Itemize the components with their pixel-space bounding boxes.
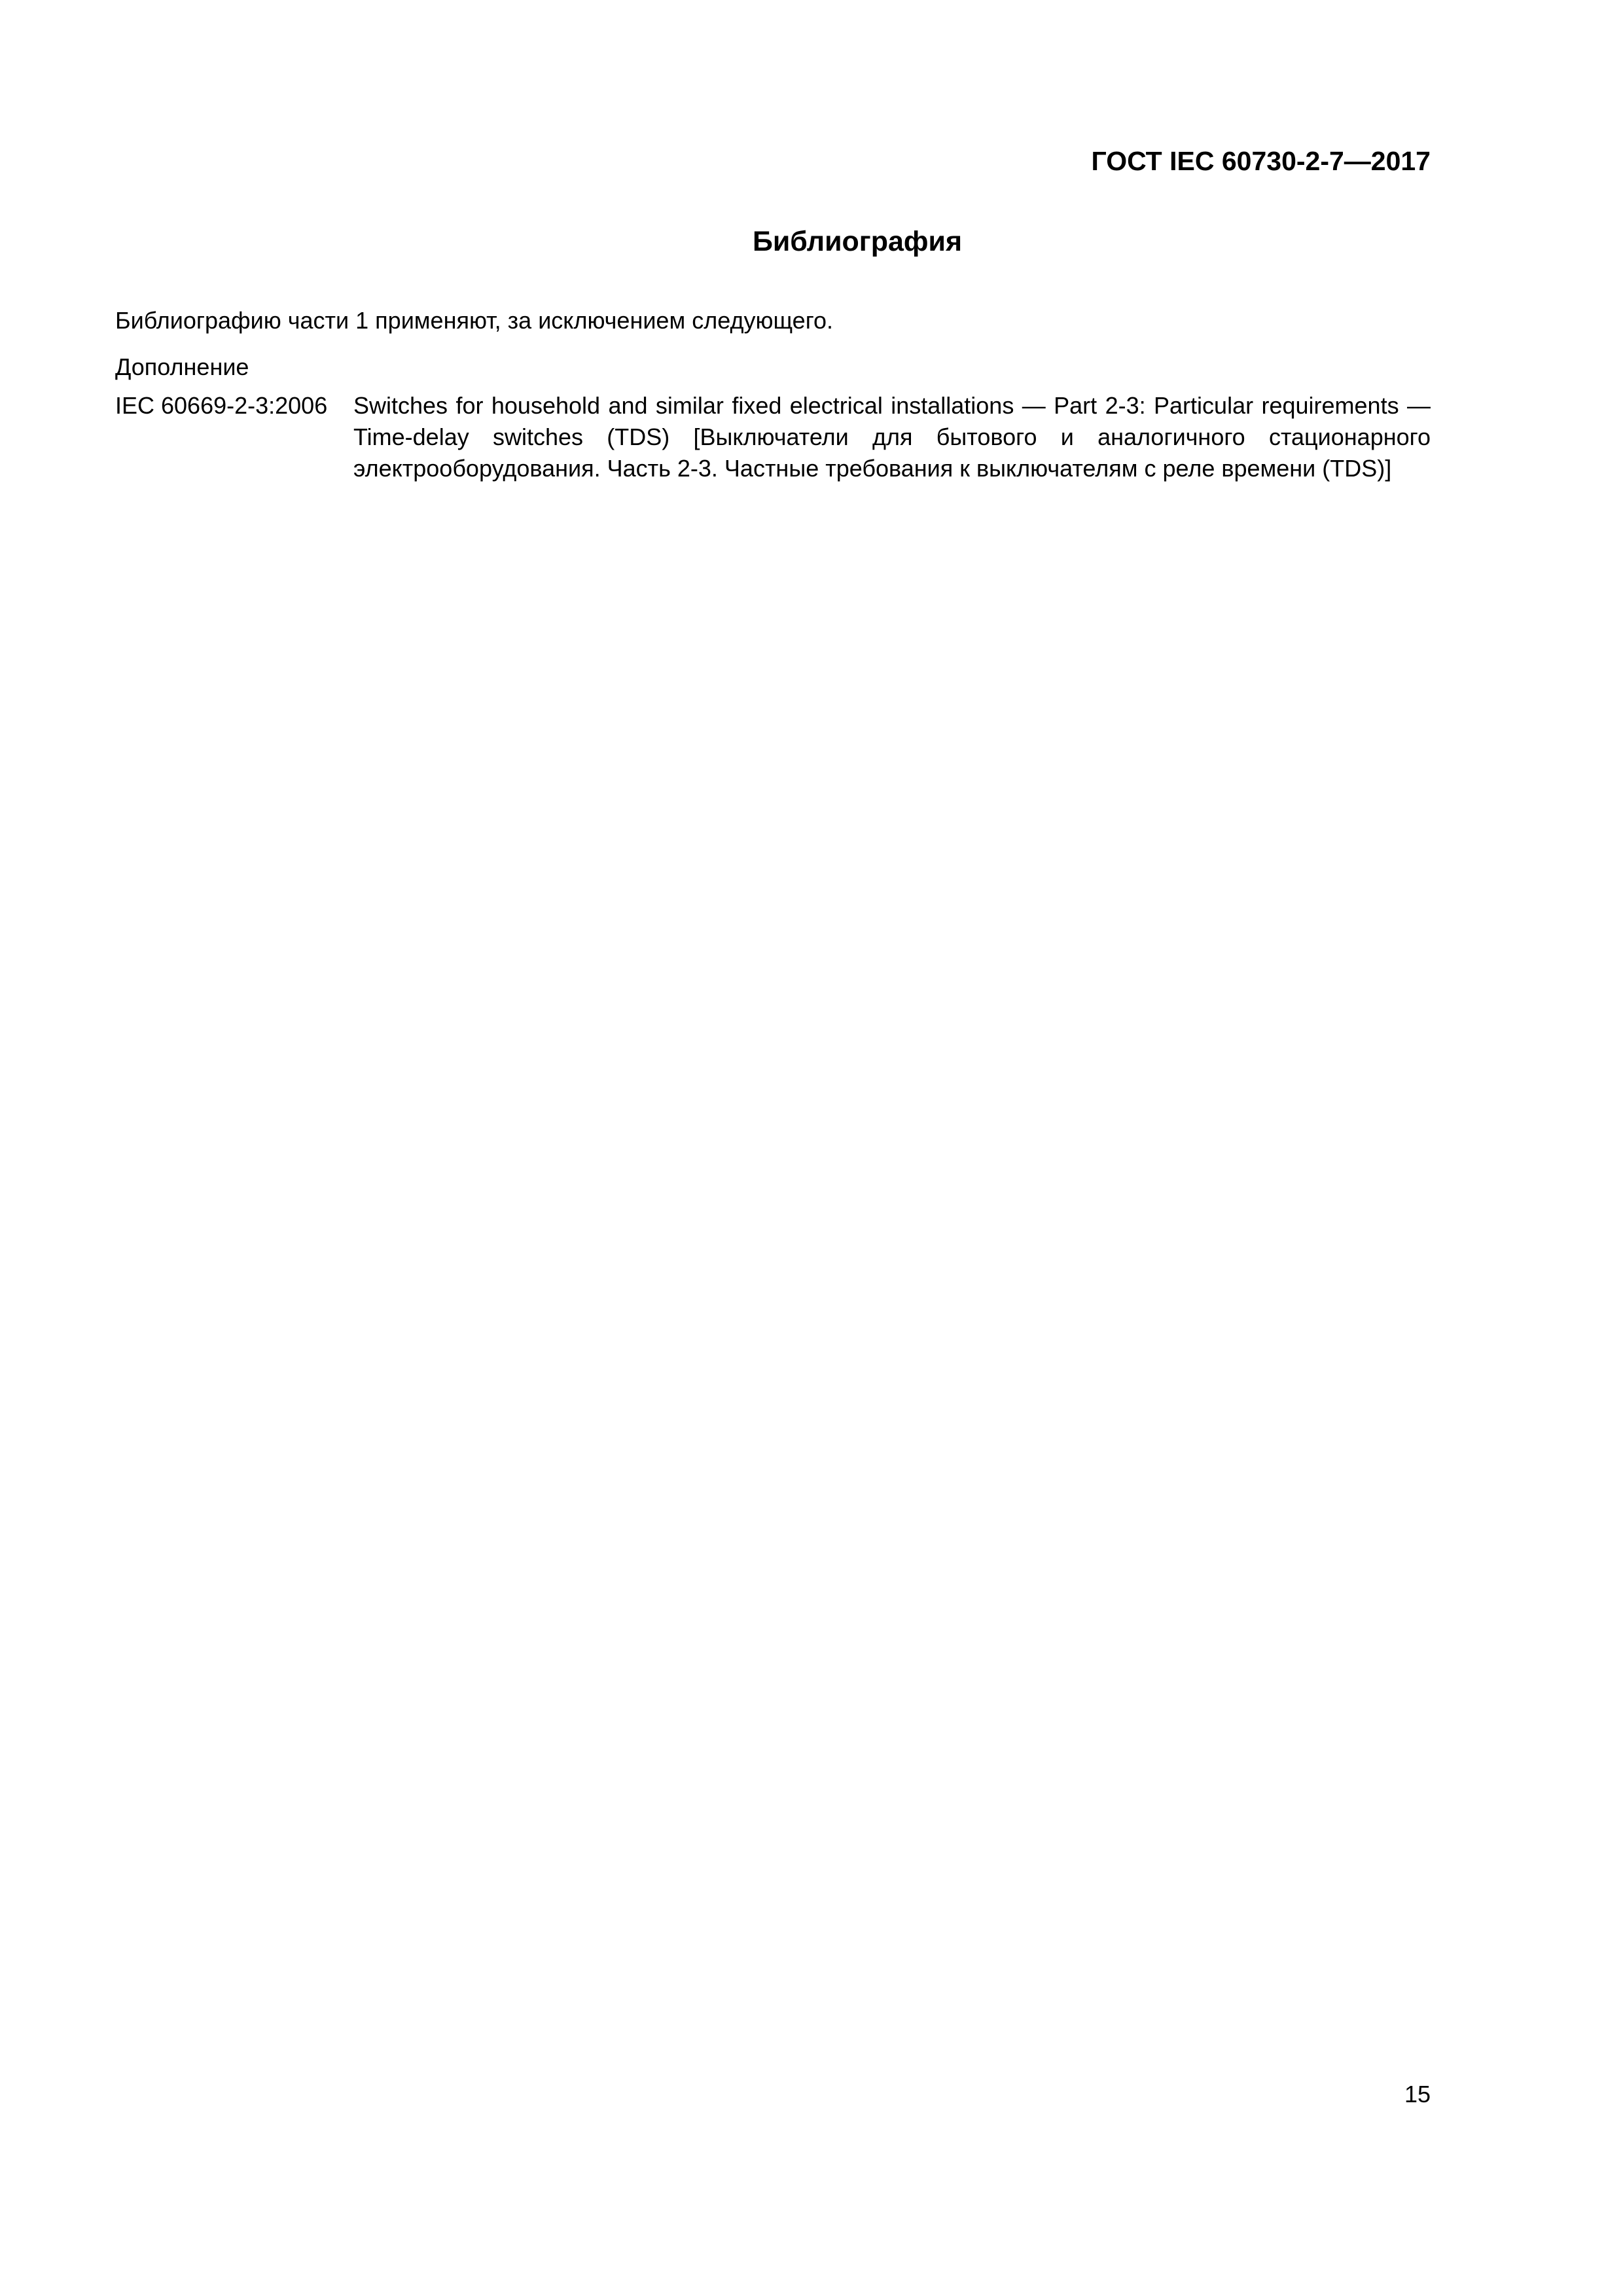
- intro-paragraph: Библиографию части 1 применяют, за исключением следующего.: [115, 307, 834, 334]
- section-title: Библиография: [752, 226, 963, 257]
- page-number: 15: [1404, 2081, 1431, 2108]
- addition-label: Дополнение: [115, 353, 249, 380]
- reference-text: Switches for household and similar fixed electrical installations — Part 2-3: Particular requirements — Time-delay switches (TDS) [Выключатели для бытового и аналогичного стационарного электрооборудования. Часть 2-3. Частные требования к выключателям с реле времени (TDS)]: [353, 392, 1431, 482]
- document-code-header: ГОСТ IEC 60730-2-7—2017: [1091, 146, 1431, 176]
- reference-code: IEC 60669-2-3:2006: [115, 392, 328, 419]
